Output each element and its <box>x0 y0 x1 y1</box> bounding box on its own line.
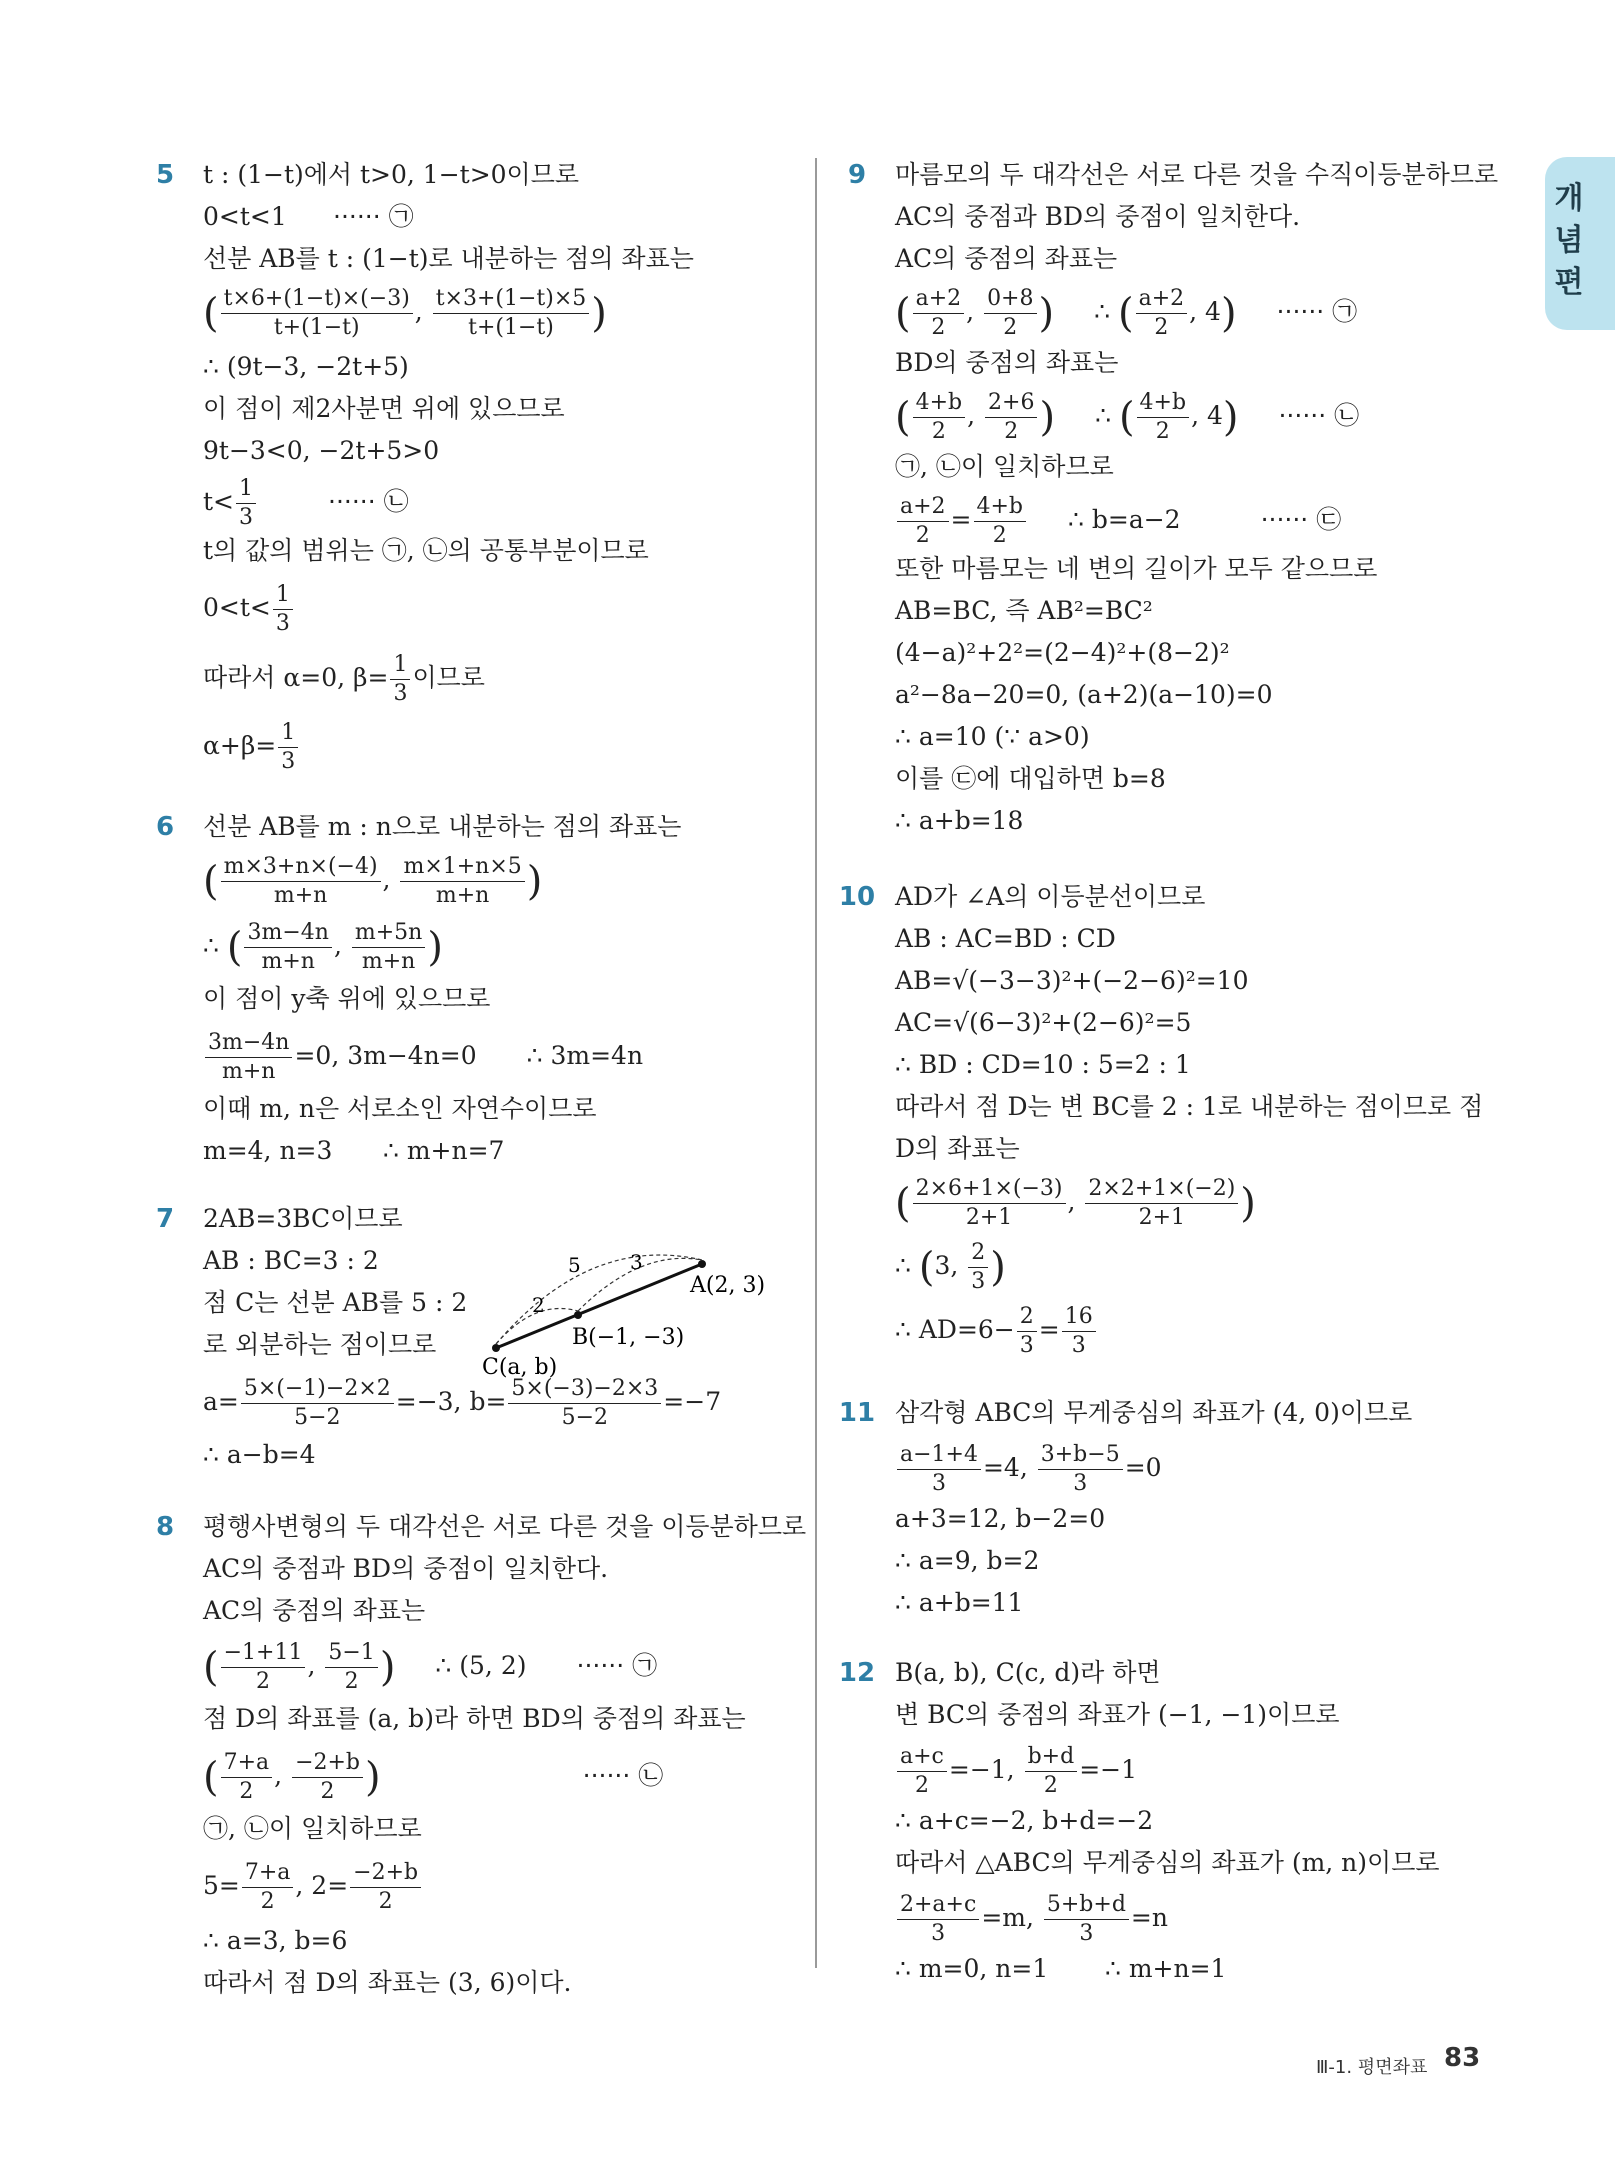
point-b <box>574 1311 582 1319</box>
line: 이 점이 제2사분면 위에 있으므로 <box>203 394 565 423</box>
line: 삼각형 ABC의 무게중심의 좌표가 (4, 0)이므로 <box>895 1398 1413 1427</box>
line: 변 BC의 중점의 좌표가 (−1, −1)이므로 <box>895 1700 1340 1729</box>
formula-row: $\frac{a+c}{2}$ =−1, $\frac{b+d}{2}$ =−1 <box>895 1740 1137 1800</box>
line: B(a, b), C(c, d)라 하면 <box>895 1658 1161 1687</box>
line: 점 C는 선분 AB를 5 : 2 <box>203 1288 468 1317</box>
line: AC의 중점의 좌표는 <box>203 1596 426 1625</box>
line: D의 좌표는 <box>895 1134 1020 1163</box>
label-b: B(−1, −3) <box>572 1325 685 1350</box>
formula-row: $\frac{a-1+4}{3}$ =4, $\frac{3+b-5}{3}$ =0 <box>895 1438 1162 1498</box>
formula-row: 따라서 α=0, β= $\frac{1}{3}$ 이므로 <box>203 652 485 706</box>
label-five: 5 <box>568 1253 581 1277</box>
line: a²−8a−20=0, (a+2)(a−10)=0 <box>895 680 1273 709</box>
side-tab-label: 개 념 편 <box>1554 181 1584 300</box>
line: ∴ BD : CD=10 : 5=2 : 1 <box>895 1050 1191 1079</box>
point-c <box>492 1344 500 1352</box>
line: 따라서 △ABC의 무게중심의 좌표가 (m, n)이므로 <box>895 1848 1440 1877</box>
segment-diagram <box>480 1244 780 1384</box>
label-three: 3 <box>630 1250 643 1274</box>
problem-number: 8 <box>155 1512 175 1542</box>
line: ∴ a=10 (∵ a>0) <box>895 722 1090 751</box>
point-a <box>698 1260 706 1268</box>
line: 2AB=3BC이므로 <box>203 1204 403 1233</box>
line: ∴ a−b=4 <box>203 1440 316 1469</box>
line: AC=√(6−3)²+(2−6)²=5 <box>895 1008 1192 1037</box>
line: ∴ (9t−3, −2t+5) <box>203 352 409 381</box>
line: BD의 중점의 좌표는 <box>895 348 1119 377</box>
problem-number: 7 <box>155 1204 175 1234</box>
inequality: 0<t<1 <box>203 202 287 231</box>
formula-row: 0<t< $\frac{1}{3}$ <box>203 578 295 638</box>
column-divider <box>815 158 817 1968</box>
formula-row: ( $\frac{4+b}{2}$ , $\frac{2+6}{2}$ ) ∴ ( $\frac{4+b}{2}$ , 4) ······ ㉡ <box>895 390 1360 444</box>
line: AB : BC=3 : 2 <box>203 1246 379 1275</box>
line: ∴ a+c=−2, b+d=−2 <box>895 1806 1154 1835</box>
line: t의 값의 범위는 ㉠, ㉡의 공통부분이므로 <box>203 536 649 565</box>
line: 따라서 점 D는 변 BC를 2 : 1로 내분하는 점이므로 점 <box>895 1092 1484 1121</box>
footer-section-title: Ⅲ-1. 평면좌표 <box>1316 2057 1428 2078</box>
line: 또한 마름모는 네 변의 길이가 모두 같으므로 <box>895 554 1378 583</box>
line: ∴ a+b=11 <box>895 1588 1024 1617</box>
line: ㉠, ㉡이 일치하므로 <box>895 452 1114 481</box>
marker: ······ ㉠ <box>333 202 414 231</box>
problem-number: 11 <box>838 1398 876 1428</box>
page-number: 83 <box>1444 2043 1481 2073</box>
formula-row: ( $\frac{t\times 6+(1-t)\times(-3)}{t+(1-t)}$ , $\frac{t\times 3+(1-t)\times 5}{t+(1-t)}$ ) <box>203 286 607 340</box>
line: 선분 AB를 t : (1−t)로 내분하는 점의 좌표는 <box>203 244 694 273</box>
line: ∴ a=3, b=6 <box>203 1926 348 1955</box>
line: AD가 ∠A의 이등분선이므로 <box>895 882 1206 911</box>
formula-row: α+β= $\frac{1}{3}$ <box>203 716 300 776</box>
formula-row: ∴ AD=6− $\frac{2}{3}$ = $\frac{16}{3}$ <box>895 1300 1098 1360</box>
formula-row: a= $\frac{5\times(-1)-2\times 2}{5-2}$ =−3, b= $\frac{5\times(-3)-2\times 3}{5-2}$ =−7 <box>203 1376 722 1430</box>
label-two: 2 <box>532 1293 545 1317</box>
line: ㉠, ㉡이 일치하므로 <box>203 1814 422 1843</box>
problem-number: 10 <box>838 882 876 912</box>
label-c: C(a, b) <box>482 1355 558 1380</box>
formula-row: ( $\frac{2\times 6+1\times(-3)}{2+1}$ , $\frac{2\times 2+1\times(-2)}{2+1}$ ) <box>895 1176 1256 1230</box>
line: 선분 AB를 m : n으로 내분하는 점의 좌표는 <box>203 812 682 841</box>
line: 따라서 점 D의 좌표는 (3, 6)이다. <box>203 1968 572 1997</box>
problem-number: 5 <box>155 160 175 190</box>
line: 평행사변형의 두 대각선은 서로 다른 것을 이등분하므로 <box>203 1512 807 1541</box>
line: a+3=12, b−2=0 <box>895 1504 1106 1533</box>
problem-number: 6 <box>155 812 175 842</box>
line: 이를 ㉢에 대입하면 b=8 <box>895 764 1166 793</box>
line: AB : AC=BD : CD <box>895 924 1116 953</box>
line: AC의 중점과 BD의 중점이 일치한다. <box>895 202 1301 231</box>
line: m=4, n=3 ∴ m+n=7 <box>203 1136 505 1165</box>
line: 점 D의 좌표를 (a, b)라 하면 BD의 중점의 좌표는 <box>203 1704 746 1733</box>
problem-number: 9 <box>847 160 867 190</box>
line: AC의 중점의 좌표는 <box>895 244 1118 273</box>
formula-row: ( $\frac{-1+11}{2}$ , $\frac{5-1}{2}$ ) ∴ (5, 2) ······ ㉠ <box>203 1640 658 1694</box>
formula-row: ( $\frac{a+2}{2}$ , $\frac{0+8}{2}$ ) ∴ ( $\frac{a+2}{2}$ , 4) ······ ㉠ <box>895 286 1358 340</box>
line: 9t−3<0, −2t+5>0 <box>203 436 440 465</box>
line: ∴ a=9, b=2 <box>895 1546 1040 1575</box>
line: AC의 중점과 BD의 중점이 일치한다. <box>203 1554 609 1583</box>
line: t : (1−t)에서 t>0, 1−t>0이므로 <box>203 160 580 189</box>
line: ∴ a+b=18 <box>895 806 1024 835</box>
formula-row: ( $\frac{m\times 3+n\times(-4)}{m+n}$ , $\frac{m\times 1+n\times 5}{m+n}$ ) <box>203 854 543 908</box>
line: 로 외분하는 점이므로 <box>203 1330 437 1359</box>
line: (4−a)²+2²=(2−4)²+(8−2)² <box>895 638 1230 667</box>
formula-row: 5= $\frac{7+a}{2}$ , 2= $\frac{-2+b}{2}$ <box>203 1856 423 1916</box>
formula-row: $\frac{3m-4n}{m+n}$ =0, 3m−4n=0 ∴ 3m=4n <box>203 1026 643 1086</box>
formula-row: ∴ ( $\frac{3m-4n}{m+n}$ , $\frac{m+5n}{m+n}$ ) <box>203 920 443 974</box>
formula-row: ∴ (3, $\frac{2}{3}$ ) <box>895 1240 1006 1294</box>
formula-row: t< $\frac{1}{3}$ ······ ㉡ <box>203 476 409 530</box>
label-a: A(2, 3) <box>690 1273 766 1298</box>
line: 마름모의 두 대각선은 서로 다른 것을 수직이등분하므로 <box>895 160 1499 189</box>
line: AB=BC, 즉 AB²=BC² <box>895 596 1153 625</box>
line: ∴ m=0, n=1 ∴ m+n=1 <box>895 1954 1227 1983</box>
line: 이때 m, n은 서로소인 자연수이므로 <box>203 1094 597 1123</box>
line: 이 점이 y축 위에 있으므로 <box>203 984 491 1013</box>
formula-row: $\frac{2+a+c}{3}$ =m, $\frac{5+b+d}{3}$ =n <box>895 1888 1168 1948</box>
line: AB=√(−3−3)²+(−2−6)²=10 <box>895 966 1249 995</box>
formula-row: $\frac{a+2}{2}$ = $\frac{4+b}{2}$ ∴ b=a−2 ······ ㉢ <box>895 490 1341 550</box>
formula-row: ( $\frac{7+a}{2}$ , $\frac{-2+b}{2}$ ) ······ ㉡ <box>203 1750 664 1804</box>
problem-number: 12 <box>838 1658 876 1688</box>
